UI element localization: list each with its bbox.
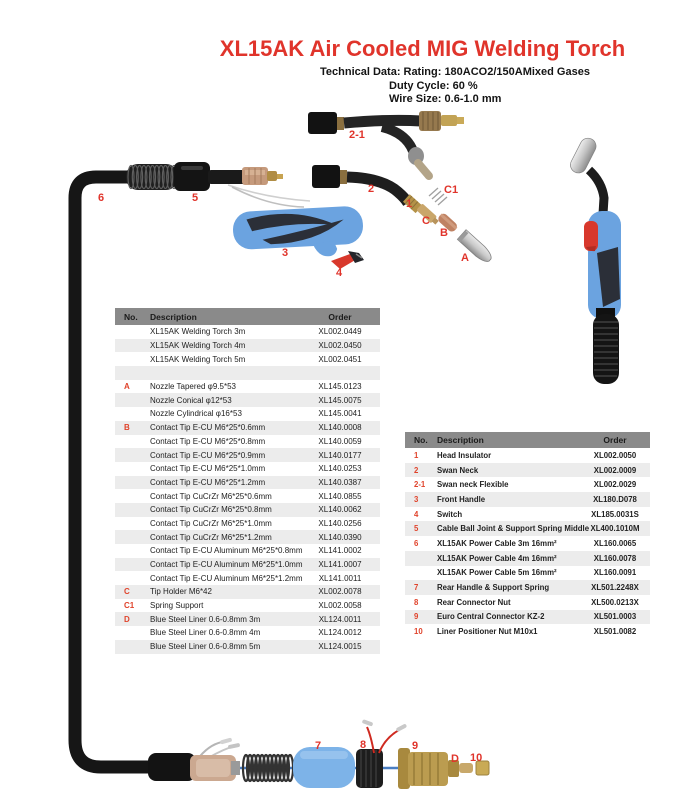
component-description: XL15AK Power Cable 5m 16mm² (437, 568, 557, 578)
components-order-table (405, 432, 650, 639)
part-description: Contact Tip E-CU M6*25*0.8mm (150, 436, 266, 446)
part-no (115, 489, 150, 503)
page-title: XL15AK Air Cooled MIG Welding Torch (219, 36, 626, 61)
part-no (115, 530, 150, 544)
part-no (115, 393, 150, 407)
component-no: 5 (414, 524, 419, 534)
part-description: Contact Tip CuCrZr M6*25*0.6mm (150, 491, 272, 501)
part-order-number: XL140.0177 (318, 450, 362, 460)
part-description: Tip Holder M6*42 (150, 587, 212, 597)
table-row (405, 566, 650, 581)
part-order-number: XL140.0855 (318, 491, 362, 501)
callout-support-spring-middle: 5 (192, 192, 199, 204)
part-order-number: XL140.0256 (318, 518, 362, 528)
table-row (115, 640, 380, 654)
part-order-number: XL002.0449 (318, 327, 362, 337)
part-order-number: XL141.0002 (318, 546, 362, 556)
part-description: Blue Steel Liner 0.6-0.8mm 5m (150, 642, 261, 652)
component-order-number: XL500.0213X (591, 597, 639, 607)
part-order-number: XL141.0007 (318, 560, 362, 570)
component-order-number: XL501.0082 (593, 627, 637, 637)
part-order-number: XL145.0075 (318, 395, 362, 405)
component-no: 1 (414, 450, 419, 460)
table-row (115, 448, 380, 462)
component-order-number: XL501.2248X (591, 583, 639, 593)
callout-rear-connector-nut: 8 (360, 739, 367, 751)
part-order-number: XL140.0062 (318, 505, 362, 515)
table-row (115, 380, 380, 394)
part-description: Spring Support (150, 601, 204, 611)
callout-flex-swan-neck: 2-1 (349, 129, 365, 141)
component-order-number: XL185.0031S (591, 509, 639, 519)
table-row (405, 521, 650, 536)
component-no: 2 (414, 465, 419, 475)
callout-cable: 6 (98, 192, 105, 204)
part-no (115, 476, 150, 490)
rating-value: Rating: 180ACO2/150AMixed Gases (403, 66, 590, 78)
component-description: Rear Connector Nut (437, 597, 511, 607)
table-row (115, 339, 380, 353)
part-no (115, 640, 150, 654)
component-description: Euro Central Connector KZ-2 (437, 612, 545, 622)
table-row (405, 492, 650, 507)
part-description: Contact Tip E-CU M6*25*1.2mm (150, 477, 266, 487)
callout-contact-tip: B (440, 227, 448, 239)
part-description: Nozzle Cylindrical φ16*53 (150, 409, 242, 419)
component-order-number: XL180.D078 (593, 494, 637, 504)
part-description: Contact Tip E-CU Aluminum M6*25*0.8mm (150, 546, 303, 556)
part-no (115, 339, 150, 353)
component-description: Swan neck Flexible (437, 480, 509, 490)
callout-spring-support: C1 (444, 184, 459, 196)
technical-data-label: Technical Data: (320, 66, 401, 78)
part-description: XL15AK Welding Torch 5m (150, 354, 246, 364)
component-description: XL15AK Power Cable 4m 16mm² (437, 553, 557, 563)
part-description: XL15AK Welding Torch 4m (150, 341, 246, 351)
table-row (405, 580, 650, 595)
rear-support-spring-illustration (243, 755, 293, 781)
part-order-number: XL145.0123 (318, 382, 362, 392)
component-no: 6 (414, 538, 419, 548)
component-order-number: XL501.0003 (593, 612, 637, 622)
table-row (405, 507, 650, 522)
table-row (405, 536, 650, 551)
part-description: Blue Steel Liner 0.6-0.8mm 3m (150, 614, 261, 624)
part-no (115, 407, 150, 421)
component-order-number: XL002.0029 (593, 480, 637, 490)
rear-connector-nut-illustration (356, 749, 383, 788)
part-no: A (124, 382, 130, 392)
table-row (115, 462, 380, 476)
table-row (115, 626, 380, 640)
table-row (115, 325, 380, 339)
part-no (115, 626, 150, 640)
component-description: Switch (437, 509, 463, 519)
table-row (115, 393, 380, 407)
part-no (115, 503, 150, 517)
component-order-number: XL002.0009 (593, 465, 637, 475)
component-order-number: XL160.0091 (593, 568, 637, 578)
liner-illustration (459, 763, 473, 773)
table-row (115, 571, 380, 585)
component-description: Cable Ball Joint & Support Spring Middle (437, 524, 590, 534)
table-row (115, 599, 380, 613)
part-no (115, 366, 150, 380)
column-header-description: Description (437, 432, 580, 448)
table-row (405, 610, 650, 625)
part-order-number: XL140.0059 (318, 436, 362, 446)
table-row (115, 435, 380, 449)
rear-assembly-illustration (148, 719, 489, 789)
table-row (115, 352, 380, 366)
part-description: Contact Tip CuCrZr M6*25*0.8mm (150, 505, 272, 515)
column-header-description: Description (150, 308, 300, 325)
part-order-number: XL002.0058 (318, 601, 362, 611)
table-row (115, 421, 380, 435)
part-order-number: XL140.0253 (318, 464, 362, 474)
table-row (115, 407, 380, 421)
part-order-number: XL002.0451 (318, 354, 362, 364)
callout-head-insulator: 1 (406, 198, 413, 210)
part-no: D (124, 614, 130, 624)
component-description: Head Insulator (437, 450, 492, 460)
part-order-number (300, 366, 380, 380)
component-description: Front Handle (437, 494, 486, 504)
part-no (115, 352, 150, 366)
component-description: Swan Neck (437, 465, 479, 475)
part-order-number: XL140.0387 (318, 477, 362, 487)
part-description: Contact Tip E-CU M6*25*0.6mm (150, 423, 266, 433)
table-header-row (115, 308, 380, 325)
table-row (405, 551, 650, 566)
component-order-number: XL002.0050 (593, 450, 637, 460)
part-no: C1 (124, 601, 135, 611)
front-handle-illustration (232, 205, 364, 261)
callout-front-handle: 3 (282, 247, 289, 259)
part-no: B (124, 423, 130, 433)
component-order-number: XL400.1010M (590, 524, 640, 534)
support-spring-middle-illustration (126, 162, 246, 191)
part-order-number: XL124.0015 (318, 642, 362, 652)
euro-central-connector-illustration (398, 748, 459, 789)
component-order-number: XL160.0065 (593, 538, 637, 548)
part-order-number: XL124.0011 (318, 614, 362, 624)
table-row (115, 544, 380, 558)
column-header-no: No. (405, 432, 437, 448)
component-description: Rear Handle & Support Spring (437, 583, 550, 593)
part-no (115, 558, 150, 572)
part-no (115, 325, 150, 339)
table-row (405, 448, 650, 463)
callout-tip-holder: C (422, 215, 430, 227)
component-no (405, 551, 437, 566)
part-order-number: XL124.0012 (318, 628, 362, 638)
table-row (115, 612, 380, 626)
part-description: Nozzle Tapered φ9.5*53 (150, 382, 236, 392)
part-order-number: XL002.0450 (318, 341, 362, 351)
table-row (115, 489, 380, 503)
table-row (405, 463, 650, 478)
component-description: XL15AK Power Cable 3m 16mm² (437, 538, 557, 548)
column-header-no: No. (115, 308, 150, 325)
component-no: 10 (414, 627, 423, 637)
part-order-number: XL140.0390 (318, 532, 362, 542)
callout-swan-neck: 2 (368, 183, 375, 195)
component-no: 2-1 (414, 480, 426, 490)
assembled-torch-illustration (568, 135, 621, 384)
callout-liner: D (451, 753, 459, 765)
column-header-order: Order (300, 308, 380, 325)
rear-handle-illustration (293, 747, 355, 788)
part-no (115, 462, 150, 476)
callout-switch: 4 (336, 267, 343, 279)
table-row (115, 530, 380, 544)
table-row (115, 558, 380, 572)
part-no (115, 448, 150, 462)
part-description (150, 366, 300, 380)
part-no (115, 544, 150, 558)
technical-data-wire-size: Wire Size: 0.6-1.0 mm (389, 93, 502, 105)
table-row (115, 503, 380, 517)
table-header-row (405, 432, 650, 448)
component-order-number: XL160.0078 (593, 553, 637, 563)
component-no: 9 (414, 612, 419, 622)
part-description: Contact Tip CuCrZr M6*25*1.2mm (150, 532, 272, 542)
parts-order-table (115, 308, 380, 654)
part-description: XL15AK Welding Torch 3m (150, 327, 246, 337)
part-no (115, 571, 150, 585)
callout-nozzle: A (461, 252, 469, 264)
part-description: Nozzle Conical φ12*53 (150, 395, 232, 405)
part-order-number: XL002.0078 (318, 587, 362, 597)
part-order-number: XL145.0041 (318, 409, 362, 419)
table-row (115, 476, 380, 490)
table-row (115, 366, 380, 380)
table-row (405, 624, 650, 639)
table-row (115, 585, 380, 599)
technical-data-duty-cycle: Duty Cycle: 60 % (389, 79, 478, 92)
table-row (405, 477, 650, 492)
callout-liner-nut: 10 (470, 752, 483, 764)
component-no: 4 (414, 509, 419, 519)
component-no: 3 (414, 494, 419, 504)
part-description: Contact Tip E-CU Aluminum M6*25*1.2mm (150, 573, 303, 583)
callout-euro-connector: 9 (412, 740, 419, 752)
part-no (115, 517, 150, 531)
part-no: C (124, 587, 130, 597)
part-order-number: XL140.0008 (318, 423, 362, 433)
table-row (405, 595, 650, 610)
part-order-number: XL141.0011 (318, 573, 362, 583)
part-description: Contact Tip CuCrZr M6*25*1.0mm (150, 518, 272, 528)
part-no (115, 435, 150, 449)
part-description: Blue Steel Liner 0.6-0.8mm 4m (150, 628, 261, 638)
component-description: Liner Positioner Nut M10x1 (437, 627, 538, 637)
component-no: 8 (414, 597, 419, 607)
component-no: 7 (414, 583, 419, 593)
callout-rear-handle: 7 (315, 740, 322, 752)
table-row (115, 517, 380, 531)
part-description: Contact Tip E-CU M6*25*0.9mm (150, 450, 266, 460)
component-no (405, 566, 437, 581)
part-description: Contact Tip E-CU Aluminum M6*25*1.0mm (150, 560, 303, 570)
column-header-order: Order (580, 432, 650, 448)
part-description: Contact Tip E-CU M6*25*1.0mm (150, 464, 266, 474)
